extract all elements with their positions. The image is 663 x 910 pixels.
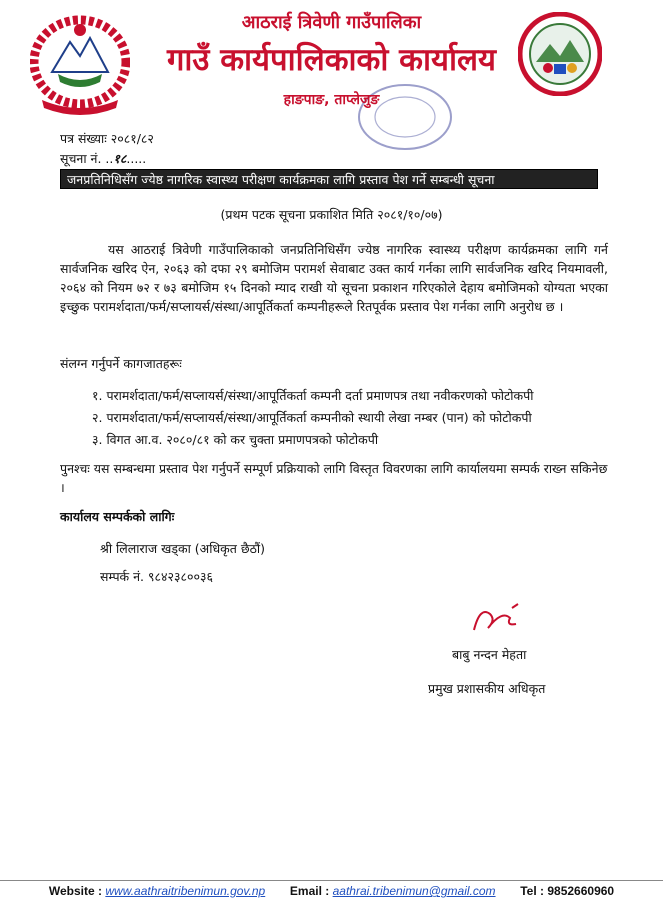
contact-name: श्री लिलाराज खड्का (अधिकृत छैठौं) bbox=[100, 541, 265, 556]
signature-icon bbox=[466, 600, 526, 640]
contact-heading: कार्यालय सम्पर्कको लागिः bbox=[60, 509, 175, 524]
notice-number-line bbox=[60, 150, 146, 167]
signatory-title: प्रमुख प्रशासकीय अधिकृत bbox=[428, 681, 546, 696]
office-title: गाउँ कार्यपालिकाको कार्यालय bbox=[166, 42, 497, 78]
email-label: Email : bbox=[289, 884, 330, 898]
tel-number: 9852660960 bbox=[547, 884, 615, 898]
footer bbox=[0, 884, 663, 898]
document-list-item: ३. विगत आ.व. २०८०/८१ को कर चुक्ता प्रमाणपत्रको फोटोकपी bbox=[92, 432, 379, 447]
tel-label: Tel : bbox=[520, 884, 545, 898]
notice-number-label: सूचना नं. .. bbox=[60, 151, 114, 166]
subject-heading: जनप्रतिनिधिसँग ज्येष्ठ नागरिक स्वास्थ्य परीक्षण कार्यक्रमका लागि प्रस्ताव पेश गर्ने सम्बन्धी सूचना bbox=[60, 169, 598, 189]
publication-date: (प्रथम पटक सूचना प्रकाशित मिति २०८१/१०/०७) bbox=[220, 207, 443, 222]
reference-number: पत्र संख्याः २०८१/८२ bbox=[60, 131, 154, 146]
main-paragraph: यस आठराई त्रिवेणी गाउँपालिकाको जनप्रतिनिधिसँग ज्येष्ठ नागरिक स्वास्थ्य परीक्षण कार्यक्रमका लागि गर्न सार्वजनिक खरिद ऐन, २०६३ को दफा २९ बमोजिम परामर्श सेवाबाट उक्त कार्य गर्नका लागि सार्वजनिक खरिद नियमावली, २०६४ को नियम ७२ र ७३ बमोजिम १५ दिनको म्याद राखी यो सूचना प्रकाशन गरिएकोले देहाय बमोजिमको योग्यता भएका इच्छुक परामर्शदाता/फर्म/सप्लायर्स/संस्था/आपूर्तिकर्ता कम्पनीहरूले रितपूर्वक प्रस्ताव पेश गर्नका लागि अनुरोध छ । bbox=[60, 242, 608, 314]
document-list-item: २. परामर्शदाता/फर्म/सप्लायर्स/संस्था/आपूर्तिकर्ता कम्पनीको स्थायी लेखा नम्बर (पान) को फोटोकपी bbox=[92, 410, 532, 425]
contact-phone: सम्पर्क नं. ९८४२३८००३६ bbox=[100, 569, 213, 584]
signatory-name: बाबु नन्दन मेहता bbox=[452, 647, 527, 662]
footer-divider bbox=[0, 880, 663, 881]
org-name: आठराई त्रिवेणी गाउँपालिका bbox=[241, 12, 422, 33]
notice-number: १८ bbox=[113, 151, 127, 166]
email-link[interactable]: aathrai.tribenimun@gmail.com bbox=[332, 884, 496, 898]
office-address: हाङपाङ, ताप्लेजुङ bbox=[283, 92, 380, 108]
documents-heading: संलग्न गर्नुपर्ने कागजातहरूः bbox=[60, 356, 182, 371]
notice-number-dots: ..... bbox=[126, 151, 147, 166]
document-list-item: १. परामर्शदाता/फर्म/सप्लायर्स/संस्था/आपूर्तिकर्ता कम्पनी दर्ता प्रमाणपत्र तथा नवीकरणको फोटोकपी bbox=[92, 388, 534, 403]
website-label: Website : bbox=[48, 884, 103, 898]
website-link[interactable]: www.aathraitribenimun.gov.np bbox=[105, 884, 266, 898]
postscript: पुनश्चः यस सम्बन्धमा प्रस्ताव पेश गर्नुपर्ने सम्पूर्ण प्रक्रियाको लागि विस्तृत विवरणका लागि कार्यालयमा सम्पर्क राख्न सकिनेछ । bbox=[60, 461, 608, 495]
